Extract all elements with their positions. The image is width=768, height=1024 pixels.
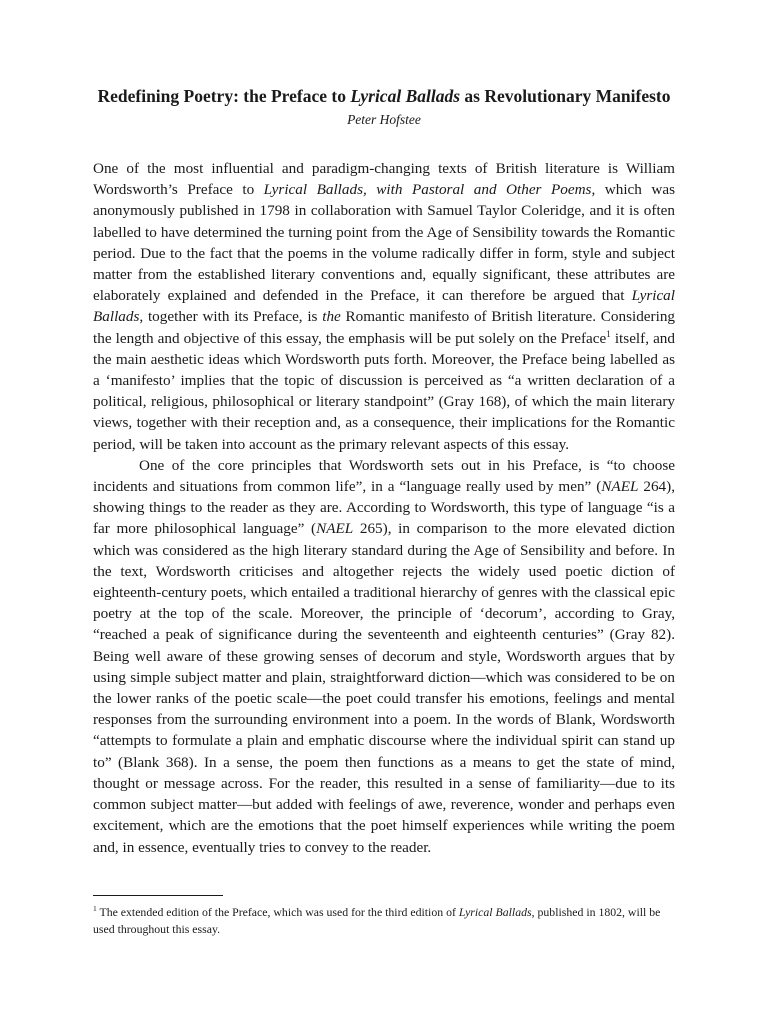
paragraph-2-text: One of the core principles that Wordsworth sets out in his Preface, is “to choose incidents and situations from common life”, in a “language really used by men” (	[93, 456, 675, 496]
book-title-italic: Lyrical Ballads	[93, 287, 675, 326]
emphasis-italic: the	[322, 308, 341, 326]
footnote-text: , published in 1802, will be used throughout this essay.	[93, 905, 661, 936]
footnote-reference[interactable]: 1	[606, 328, 611, 339]
footnote-mark: 1	[93, 904, 97, 914]
footnote-book-title: Lyrical Ballads	[458, 905, 532, 919]
citation-italic: NAEL	[316, 520, 354, 538]
essay-body	[93, 158, 675, 858]
citation-italic: NAEL	[601, 478, 639, 496]
paragraph-2-text: 265), in comparison to the more elevated diction which was considered as the high literary standard during the Age of Sensibility and before. In the text, Wordsworth criticises and altogether rejects the widely used poetic diction of eighteenth-century poets, which entailed a traditional hierarchy of genres with the classical epic poetry at the top of the scale. Moreover, the principle of ‘decorum’, according to Gray, “reached a peak of significance during the seventeenth and eighteenth centuries” (Gray 82). Being well aware of these growing senses of decorum and style, Wordsworth argues that by using simple subject matter and plain, straightforward diction—which was considered to be on the lower ranks of the poetic scale—the poet could transfer his emotions, feelings and mental responses from the surrounding environment into a poem. In the words of Blank, Wordsworth “attempts to formulate a plain and emphatic discourse where the individual spirit can stand up to” (Blank 368). In a sense, the poem then functions as a means to get the state of mind, thought or message across. For the reader, this resulted in a sense of familiarity—due to its common subject matter—but added with feelings of awe, reverence, wonder and perhaps even excitement, which are the emotions that the poet himself experiences while writing the poem and, in essence, eventually tries to convey to the reader.	[93, 520, 675, 856]
title-text-end: as Revolutionary Manifesto	[460, 86, 671, 106]
document-title	[93, 84, 675, 108]
paragraph-2-text: 264), showing things to the reader as they are. According to Wordsworth, this type of language “is a far more philosophical language” (	[93, 478, 675, 538]
footnote-divider	[93, 895, 223, 896]
paragraph-1-text: , together with its Preface, is	[139, 308, 323, 326]
paragraph-1-text: itself, and the main aesthetic ideas which Wordsworth puts forth. Moreover, the Preface being labelled as a ‘manifesto’ implies that the topic of discussion is perceived as “a written declaration of a political, religious, philosophical or literary standpoint” (Gray 168), of which the main literary views, together with their reception and, as a consequence, their implications for the Romantic period, will be taken into account as the primary relevant aspects of this essay.	[93, 329, 675, 453]
title-text: Redefining Poetry: the Preface to	[97, 86, 351, 106]
title-italic: Lyrical Ballads	[350, 86, 461, 106]
book-title-italic: Lyrical Ballads, with Pastoral and Other Poems	[263, 181, 592, 199]
author-name: Peter Hofstee	[347, 112, 421, 127]
paragraph-2	[93, 455, 675, 858]
document-page	[93, 84, 675, 858]
paragraph-1	[93, 158, 675, 455]
footnote-text: The extended edition of the Preface, which was used for the third edition of	[96, 905, 459, 919]
paragraph-1-text: , which was anonymously published in 1798 in collaboration with Samuel Taylor Coleridge, and it is often labelled to have determined the turning point from the Age of Sensibility towards the Romantic period. Due to the fact that the poems in the volume radically differ in form, style and subject matter from the established literary conventions and, equally significant, these attributes are elaborately explained and defended in the Preface, it can therefore be argued that	[93, 181, 675, 305]
paragraph-1-text: One of the most influential and paradigm-changing texts of British literature is William Wordsworth’s Preface to	[93, 160, 675, 199]
paragraph-1-text: Romantic manifesto of British literature. Considering the length and objective of this essay, the emphasis will be put solely on the Preface	[93, 308, 676, 347]
footnote	[93, 904, 675, 938]
